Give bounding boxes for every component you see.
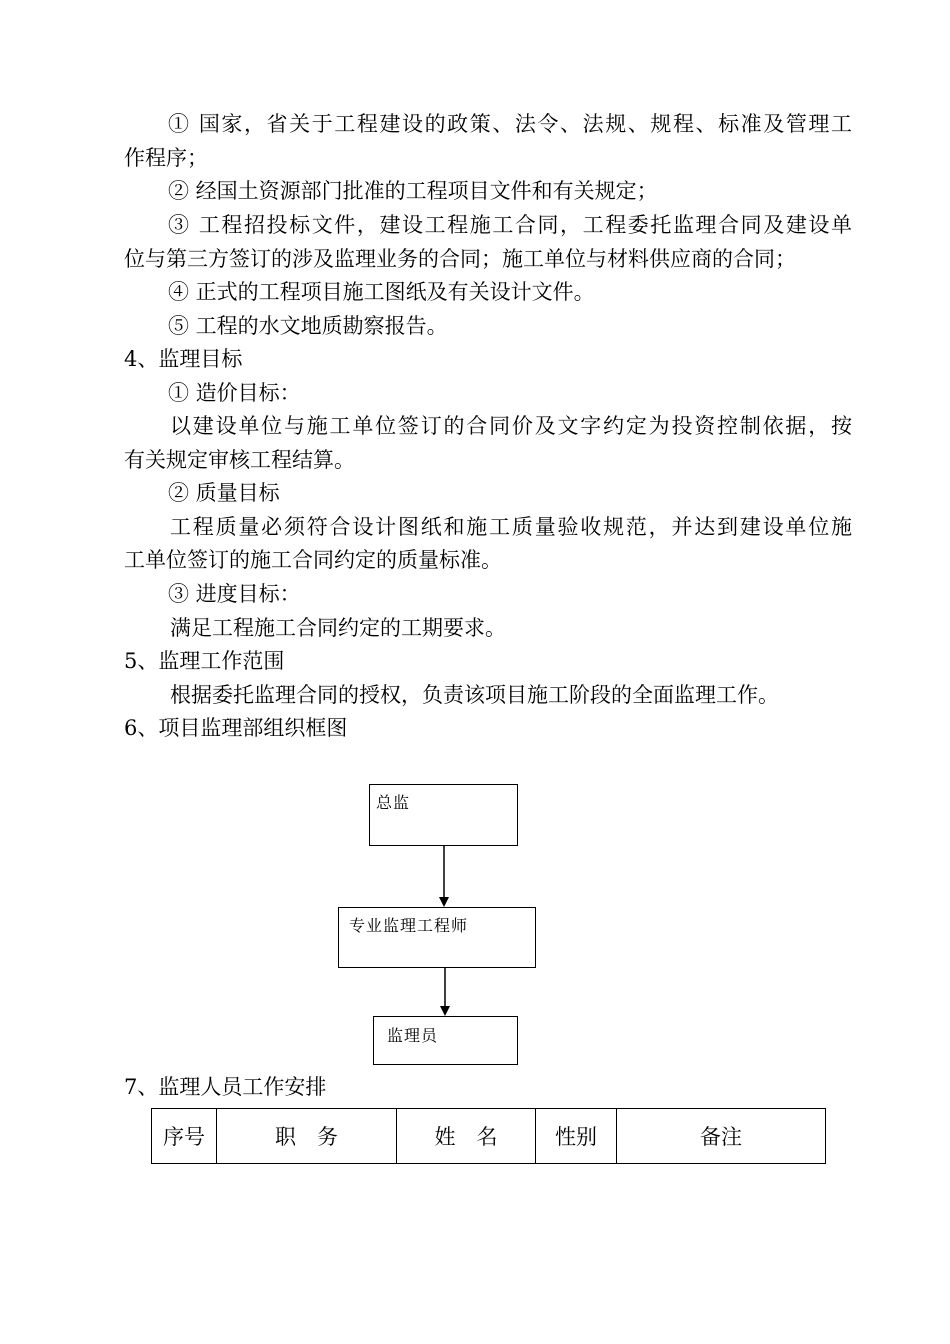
schedule-target-title: ③ 进度目标： [168, 582, 301, 606]
basis-item-5: ⑤ 工程的水文地质勘察报告。 [168, 314, 448, 338]
quality-target-line-2: 工单位签订的施工合同约定的质量标准。 [124, 548, 502, 572]
cost-target-title: ① 造价目标： [168, 381, 301, 405]
org-chief-box [369, 784, 518, 846]
staff-table [151, 1108, 826, 1164]
section-7-heading: 7、监理人员工作安排 [124, 1075, 327, 1099]
basis-item-3-line-1: ③ 工程招投标文件，建设工程施工合同，工程委托监理合同及建设单 [168, 213, 852, 237]
quality-target-title: ② 质量目标 [168, 481, 280, 505]
org-supervisor-box [373, 1016, 518, 1065]
basis-item-4: ④ 正式的工程项目施工图纸及有关设计文件。 [168, 280, 595, 304]
org-engineer-label: 专业监理工程师 [349, 916, 469, 935]
section-5-heading: 5、监理工作范围 [124, 649, 285, 673]
section-4-heading: 4、监理目标 [124, 347, 243, 371]
org-engineer-box [338, 907, 536, 968]
cost-target-line-1: 以建设单位与施工单位签订的合同价及文字约定为投资控制依据，按 [170, 414, 852, 438]
org-chief-label: 总监 [376, 793, 411, 812]
basis-item-1-line-1: ① 国家，省关于工程建设的政策、法令、法规、规程、标准及管理工 [168, 112, 852, 136]
basis-item-2: ② 经国土资源部门批准的工程项目文件和有关规定； [168, 179, 658, 203]
header-cell-name: 姓 名 [397, 1109, 536, 1164]
header-cell-gender: 性别 [536, 1109, 617, 1164]
header-cell-remarks: 备注 [617, 1109, 826, 1164]
org-supervisor-label: 监理员 [387, 1026, 439, 1045]
section-6-heading: 6、项目监理部组织框图 [124, 716, 348, 740]
table-header-row [152, 1109, 826, 1164]
scope-text: 根据委托监理合同的授权，负责该项目施工阶段的全面监理工作。 [170, 683, 779, 707]
header-cell-index: 序号 [152, 1109, 217, 1164]
arrow-engineer-to-supervisor [435, 968, 455, 1018]
schedule-target-line-1: 满足工程施工合同约定的工期要求。 [170, 616, 506, 640]
cost-target-line-2: 有关规定审核工程结算。 [124, 448, 355, 472]
quality-target-line-1: 工程质量必须符合设计图纸和施工质量验收规范，并达到建设单位施 [170, 515, 852, 539]
basis-item-3-line-2: 位与第三方签订的涉及监理业务的合同；施工单位与材料供应商的合同； [124, 247, 796, 271]
header-cell-position: 职 务 [217, 1109, 397, 1164]
basis-item-1-line-2: 作程序； [124, 146, 208, 170]
arrow-chief-to-engineer [434, 846, 454, 908]
